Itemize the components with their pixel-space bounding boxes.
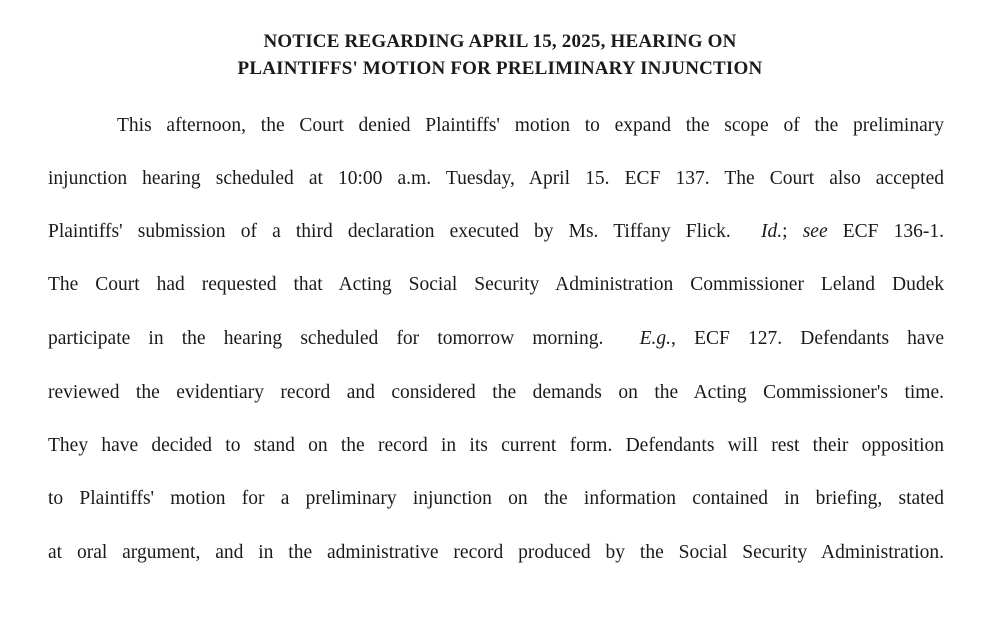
body-line-3 (48, 219, 944, 245)
body-line-4: The Court had requested that Acting Social Security Administration Commissioner Leland Dudek (48, 274, 944, 295)
body-line-6: reviewed the evidentiary record and considered the demands on the Acting Commissioner's time. (48, 382, 944, 403)
citation-ecf-136: ECF 136-1. (842, 221, 945, 242)
body-line-5 (48, 326, 944, 352)
citation-ecf-127: , ECF 127. Defendants have (671, 328, 944, 349)
body-line-5-text: participate in the hearing scheduled for tomorrow morning. (48, 328, 604, 349)
citation-eg: E.g. (639, 328, 672, 349)
body-line-3-text: Plaintiffs' submission of a third declaration executed by Ms. Tiffany Flick. (48, 221, 731, 242)
notice-title-line-2: PLAINTIFFS' MOTION FOR PRELIMINARY INJUNCTION (237, 58, 763, 79)
body-line-8: to Plaintiffs' motion for a preliminary injunction on the information contained in briefing, stated (48, 488, 944, 509)
citation-see: see (802, 221, 828, 242)
body-line-9: at oral argument, and in the administrative record produced by the Social Security Administration. (48, 542, 944, 563)
citation-separator: ; (782, 221, 788, 242)
body-line-2: injunction hearing scheduled at 10:00 a.m. Tuesday, April 15. ECF 137. The Court also accepted (48, 168, 944, 189)
notice-title-line-1: NOTICE REGARDING APRIL 15, 2025, HEARING ON (263, 31, 737, 52)
body-line-7: They have decided to stand on the record in its current form. Defendants will rest their opposition (48, 435, 944, 456)
citation-id: Id. (761, 221, 783, 242)
body-line-1: This afternoon, the Court denied Plaintiffs' motion to expand the scope of the preliminary (117, 115, 944, 136)
